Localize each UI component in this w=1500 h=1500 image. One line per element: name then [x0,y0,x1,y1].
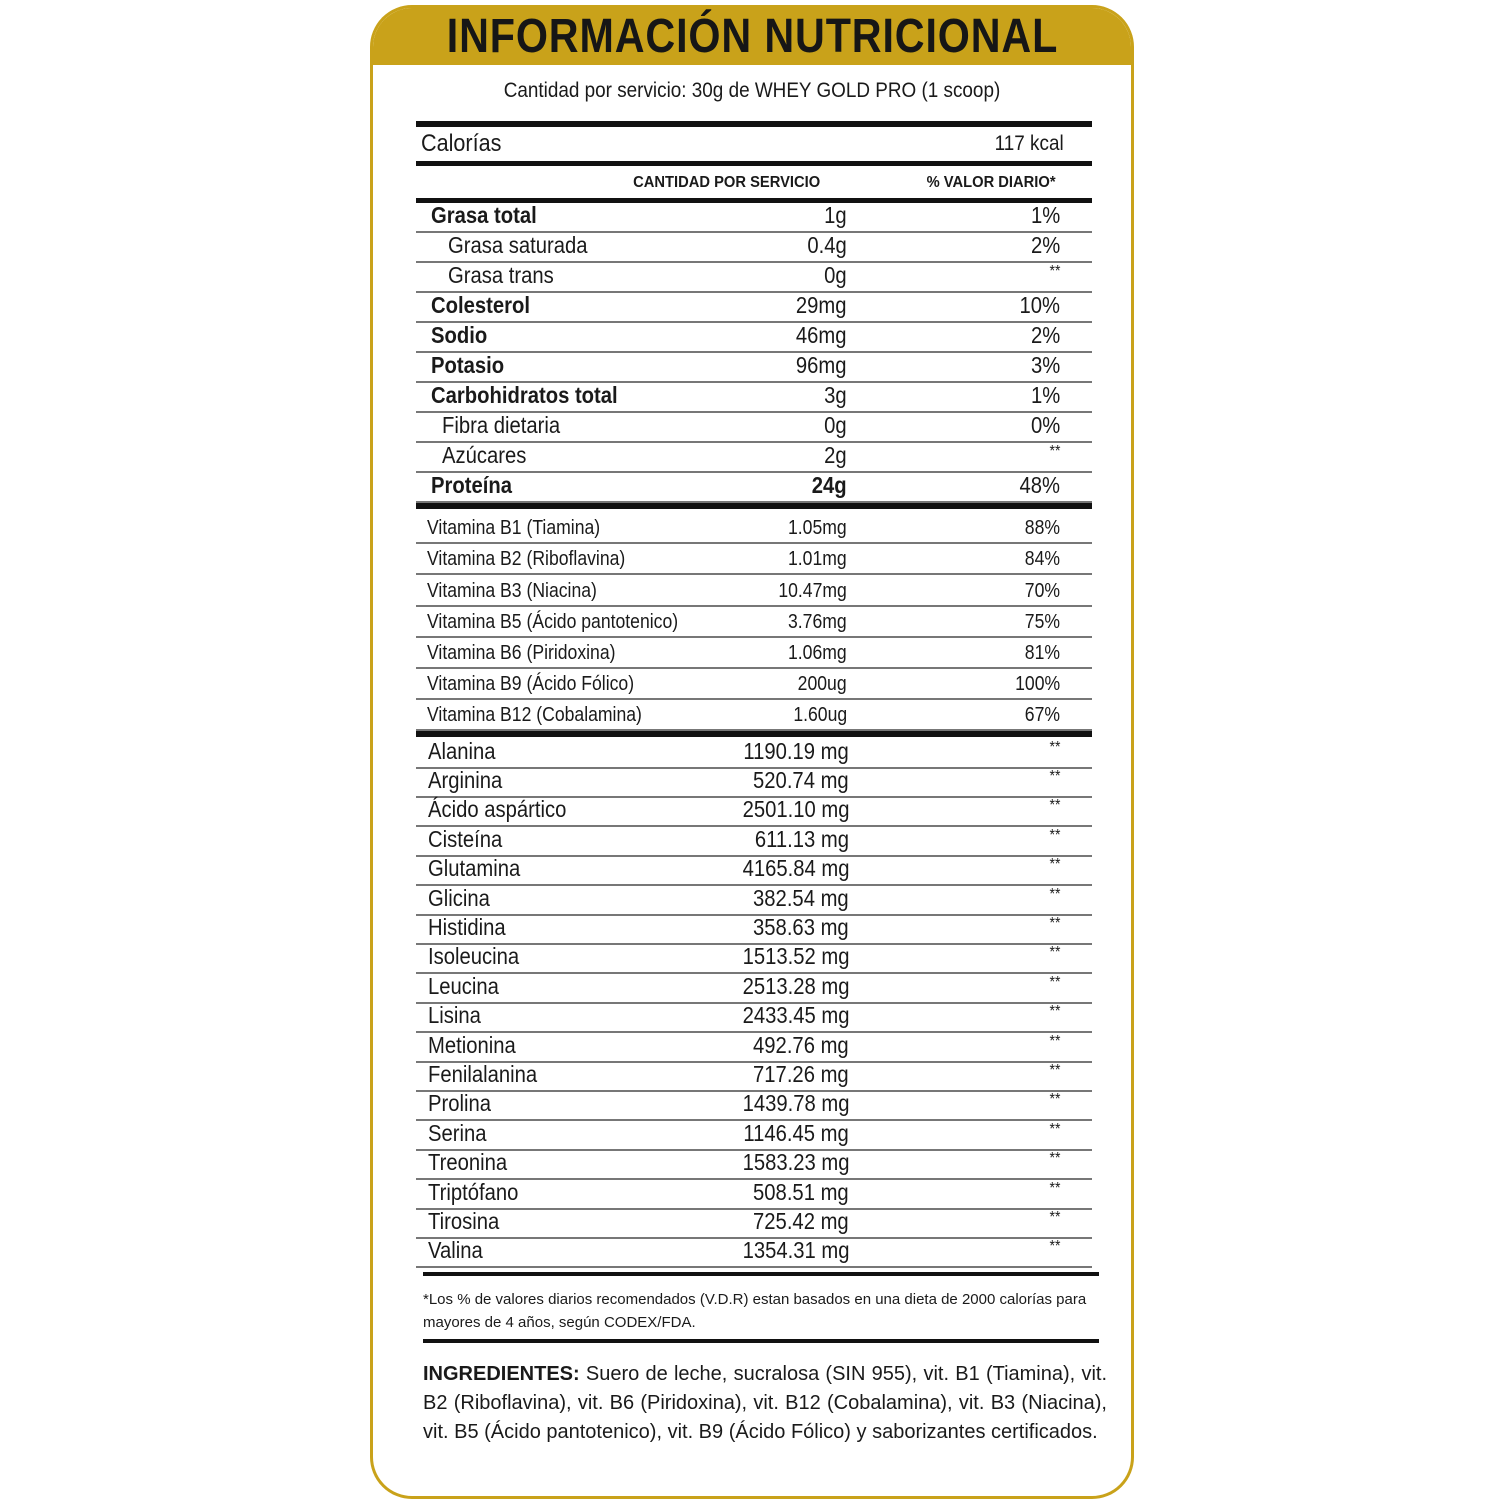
nutrition-table [416,121,1092,1268]
vitamin-row [416,638,1092,669]
amino-acid-row [416,739,1092,768]
amino-acid-daily-value: ** [1049,915,1060,933]
column-header-amount: CANTIDAD POR SERVICIO [633,174,821,191]
vitamin-row [416,513,1092,544]
amino-acid-amount: 717.26 mg [753,1061,849,1087]
nutrient-row [416,323,1092,353]
amino-acid-row [416,886,1092,915]
amino-acid-daily-value: ** [1049,1091,1060,1109]
amino-acid-amount: 1190.19 mg [743,737,849,764]
amino-acid-name: Lisina [428,1002,481,1029]
amino-acid-daily-value: ** [1049,973,1060,991]
vitamin-name: Vitamina B1 (Tiamina) [427,517,601,540]
amino-acid-amount: 520.74 mg [753,767,849,794]
amino-acid-amount: 1146.45 mg [743,1119,849,1146]
nutrient-daily-value: 3% [1030,352,1060,378]
ingredients [423,1360,1107,1447]
amino-acid-name: Cisteína [428,825,503,852]
nutrient-daily-value: 1% [1030,202,1060,228]
amino-acid-amount: 1513.52 mg [742,943,849,970]
amino-acid-daily-value: ** [1049,797,1060,815]
ingredients-label: INGREDIENTES: [423,1363,580,1385]
amino-acid-row [416,1121,1092,1150]
vitamin-amount: 1.60ug [793,704,847,727]
amino-acid-daily-value: ** [1049,738,1060,756]
nutrient-amount: 0g [824,262,847,288]
vitamin-daily-value: 75% [1024,610,1060,633]
amino-acid-amount: 358.63 mg [753,914,849,941]
amino-acid-name: Valina [428,1237,483,1264]
amino-acid-name: Alanina [428,737,496,764]
nutrient-row [416,473,1092,503]
vitamin-row [416,607,1092,638]
amino-acid-row [416,1180,1092,1209]
nutrient-row [416,233,1092,263]
nutrient-row [416,413,1092,443]
amino-acid-row [416,1151,1092,1180]
amino-acid-name: Glutamina [428,855,521,882]
amino-acid-name: Ácido aspártico [428,796,567,823]
amino-acid-amount: 2501.10 mg [742,796,849,823]
amino-acid-amount: 2513.28 mg [742,972,849,999]
vitamins-section [416,513,1092,731]
vitamin-row [416,575,1092,606]
vitamin-row [416,544,1092,575]
nutrient-row [416,293,1092,323]
amino-acid-name: Prolina [428,1090,492,1117]
vitamin-daily-value: 70% [1024,579,1060,602]
vitamin-amount: 1.05mg [788,517,847,540]
vitamin-name: Vitamina B3 (Niacina) [427,579,597,602]
amino-acid-row [416,1004,1092,1033]
footnote: *Los % de valores diarios recomendados (V.D.R) estan basados en una dieta de 2000 calorías para mayores de 4 años, según CODEX/FDA. [423,1291,1087,1331]
page-title: INFORMACIÓN NUTRICIONAL [446,10,1058,63]
amino-acids-section [416,739,1092,1268]
amino-acid-row [416,827,1092,856]
vitamin-daily-value: 100% [1014,673,1060,696]
nutrient-name: Grasa total [431,202,537,228]
vitamin-amount: 10.47mg [778,579,847,602]
nutrient-name: Potasio [431,352,505,378]
nutrient-daily-value: ** [1049,263,1060,280]
amino-acid-name: Histidina [428,914,506,941]
nutrient-amount: 0.4g [807,232,847,258]
amino-acid-amount: 1354.31 mg [742,1237,849,1264]
vitamin-name: Vitamina B2 (Riboflavina) [427,548,626,571]
amino-acid-daily-value: ** [1049,1150,1060,1168]
title-banner [373,8,1131,65]
vitamin-row [416,700,1092,731]
amino-acid-row [416,769,1092,798]
column-headers [416,166,1092,198]
nutrient-name: Grasa saturada [448,232,588,258]
ingredients-text: Suero de leche, sucralosa (SIN 955), vit. B1 (Tiamina), vit. B2 (Riboflavina), vit. B6 (Piridoxina), vit. B12 (Cobalamina), vit. B3 (Niacina), vit. B5 (Ácido pantotenico), vit. B9 (Ácido Fólico) y saborizantes certificados. [423,1363,1107,1443]
nutrient-daily-value: 2% [1030,322,1060,348]
vitamin-amount: 3.76mg [788,610,847,633]
nutrient-amount: 3g [824,382,847,408]
vitamin-amount: 200ug [798,673,847,696]
amino-acid-amount: 1583.23 mg [742,1149,849,1176]
amino-acid-row [416,857,1092,886]
amino-acid-name: Tirosina [428,1207,500,1234]
amino-acid-name: Triptófano [428,1178,519,1205]
nutrient-row [416,203,1092,233]
nutrient-name: Fibra dietaria [442,412,561,438]
amino-acid-name: Leucina [428,972,499,999]
amino-acid-daily-value: ** [1049,856,1060,874]
nutrient-row [416,443,1092,473]
amino-acid-daily-value: ** [1049,1238,1060,1256]
amino-acid-row [416,1207,1092,1239]
amino-acid-row [416,798,1092,827]
nutrient-amount: 1g [824,202,847,228]
amino-acid-amount: 725.42 mg [753,1207,849,1234]
nutrient-row [416,353,1092,383]
amino-acid-row [416,945,1092,974]
vitamin-amount: 1.01mg [788,548,847,571]
amino-acid-daily-value: ** [1049,826,1060,844]
column-header-dv: % VALOR DIARIO* [926,174,1056,191]
divider [423,1272,1099,1276]
nutrient-name: Carbohidratos total [431,382,618,408]
amino-acid-row [416,1063,1092,1092]
amino-acid-daily-value: ** [1049,768,1060,786]
nutrient-name: Sodio [431,322,488,348]
nutrient-name: Colesterol [431,292,530,318]
nutrient-daily-value: ** [1049,443,1060,460]
amino-acid-name: Serina [428,1119,487,1146]
amino-acid-daily-value: ** [1049,1208,1060,1226]
nutrient-amount: 46mg [796,322,847,348]
amino-acid-amount: 492.76 mg [753,1031,849,1058]
vitamin-name: Vitamina B5 (Ácido pantotenico) [427,610,679,633]
vitamin-row [416,669,1092,700]
vitamin-daily-value: 67% [1024,704,1060,727]
nutrient-name: Grasa trans [448,262,554,288]
amino-acid-daily-value: ** [1049,1179,1060,1197]
amino-acid-daily-value: ** [1049,1062,1060,1079]
amino-acid-amount: 508.51 mg [753,1178,849,1205]
nutrient-name: Azúcares [442,442,527,468]
nutrient-row [416,383,1092,413]
vitamin-daily-value: 88% [1024,517,1060,540]
vitamin-daily-value: 81% [1024,641,1060,664]
nutrient-daily-value: 10% [1019,292,1060,318]
amino-acid-amount: 2433.45 mg [742,1002,849,1029]
amino-acid-amount: 4165.84 mg [742,855,849,882]
nutrient-amount: 96mg [796,352,847,378]
nutrient-amount: 29mg [796,292,847,318]
amino-acid-row [416,974,1092,1003]
amino-acid-name: Metionina [428,1031,516,1058]
vitamin-name: Vitamina B9 (Ácido Fólico) [427,673,635,696]
divider [416,731,1092,737]
divider [416,503,1092,509]
vitamin-amount: 1.06mg [788,641,847,664]
amino-acid-daily-value: ** [1049,885,1060,903]
nutrient-daily-value: 2% [1030,232,1060,258]
amino-acid-row [416,1239,1092,1268]
nutrient-amount: 2g [824,442,847,468]
amino-acid-name: Arginina [428,767,503,794]
nutrient-amount: 0g [824,412,847,438]
vitamin-name: Vitamina B12 (Cobalamina) [427,704,642,727]
amino-acid-name: Isoleucina [428,943,520,970]
nutrient-row [416,263,1092,293]
amino-acid-name: Fenilalanina [428,1061,538,1087]
amino-acid-row [416,916,1092,945]
amino-acid-name: Glicina [428,884,490,911]
nutrition-label [370,5,1134,1499]
nutrient-daily-value: 1% [1030,382,1060,408]
vitamin-daily-value: 84% [1024,548,1060,571]
nutrient-name: Proteína [431,472,512,498]
nutrients-section [416,203,1092,503]
serving-size: Cantidad por servicio: 30g de WHEY GOLD PRO (1 scoop) [503,79,1001,102]
nutrient-amount: 24g [812,472,847,498]
amino-acid-name: Treonina [428,1149,508,1176]
calories-row [416,127,1092,161]
nutrient-daily-value: 0% [1030,412,1060,438]
calories-value: 117 kcal [994,132,1064,155]
amino-acid-daily-value: ** [1049,1003,1060,1021]
amino-acid-amount: 1439.78 mg [742,1090,849,1117]
amino-acid-amount: 611.13 mg [754,825,849,852]
amino-acid-amount: 382.54 mg [753,884,849,911]
amino-acid-daily-value: ** [1049,944,1060,962]
nutrient-daily-value: 48% [1019,472,1060,498]
vitamin-name: Vitamina B6 (Piridoxina) [427,641,616,664]
amino-acid-row [416,1033,1092,1062]
amino-acid-row [416,1092,1092,1121]
calories-label: Calorías [421,130,502,157]
divider [423,1339,1099,1343]
amino-acid-daily-value: ** [1049,1120,1060,1138]
amino-acid-daily-value: ** [1049,1032,1060,1050]
